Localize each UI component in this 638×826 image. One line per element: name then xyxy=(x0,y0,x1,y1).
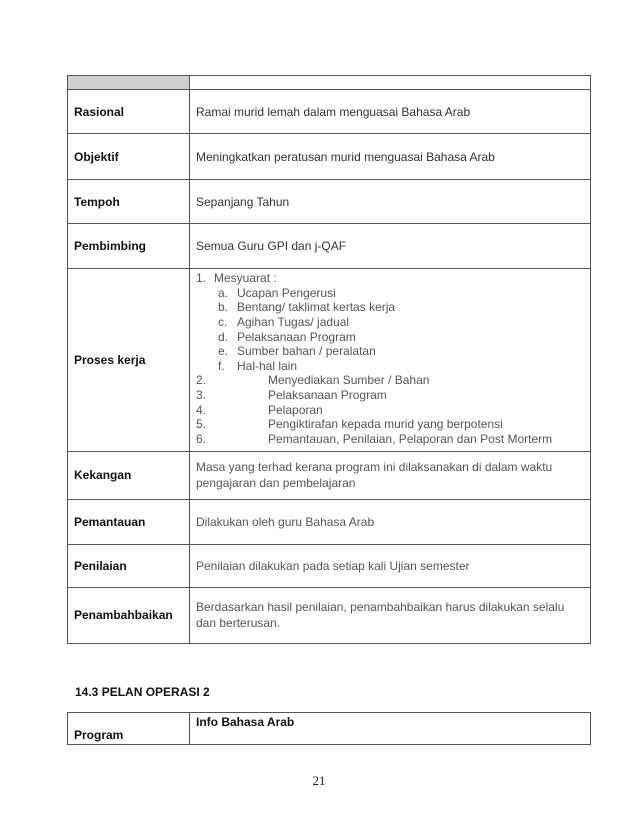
row-value-rasional: Ramai murid lemah dalam menguasai Bahasa Arab xyxy=(190,90,591,134)
row-label-proses-kerja: Proses kerja xyxy=(68,269,190,452)
step-list xyxy=(196,373,584,447)
page-number: 21 xyxy=(312,773,326,788)
row-label-penambahbaikan: Penambahbaikan xyxy=(68,587,190,643)
substep-item: d. Pelaksanaan Program xyxy=(218,329,356,344)
row-value-pembimbing: Semua Guru GPI dan j-QAF xyxy=(190,224,591,269)
row-label-program: Program xyxy=(68,713,190,745)
row-label-pemantauan: Pemantauan xyxy=(68,499,190,544)
header-cell-left xyxy=(68,76,190,90)
step-item: 4. Pelaporan xyxy=(196,402,323,417)
row-label-objektif: Objektif xyxy=(68,134,190,180)
step-1 xyxy=(196,271,584,286)
row-value-proses-kerja xyxy=(190,269,591,452)
row-label-pembimbing: Pembimbing xyxy=(68,224,190,269)
step-text: Mesyuarat : xyxy=(214,271,277,285)
row-value-program: Info Bahasa Arab xyxy=(190,713,591,745)
row-value-objektif: Meningkatkan peratusan murid menguasai Bahasa Arab xyxy=(190,134,591,180)
plan-table-2 xyxy=(67,712,591,745)
header-cell-right xyxy=(190,76,591,90)
row-label-tempoh: Tempoh xyxy=(68,180,190,224)
substep-item: c. Agihan Tugas/ jadual xyxy=(218,314,350,329)
plan-table-1 xyxy=(67,75,591,644)
row-label-penilaian: Penilaian xyxy=(68,544,190,587)
step-item: 2. Menyediakan Sumber / Bahan xyxy=(196,373,430,388)
substep-item: f. Hal-hal lain xyxy=(218,358,298,373)
section-title: 14.3 PELAN OPERASI 2 xyxy=(75,685,210,699)
row-label-kekangan: Kekangan xyxy=(68,451,190,499)
row-value-kekangan: Masa yang terhad kerana program ini dilaksanakan di dalam waktu pengajaran dan pembelajaran xyxy=(190,451,591,499)
step-item: 6. Pemantauan, Penilaian, Pelaporan dan Post Morterm xyxy=(196,432,553,447)
row-value-penambahbaikan: Berdasarkan hasil penilaian, penambahbaikan harus dilakukan selalu dan berterusan. xyxy=(190,587,591,643)
step-number: 1. xyxy=(196,271,207,285)
substep-item: b. Bentang/ taklimat kertas kerja xyxy=(218,300,396,315)
row-value-pemantauan: Dilakukan oleh guru Bahasa Arab xyxy=(190,499,591,544)
substep-item: a. Ucapan Pengerusi xyxy=(218,285,336,300)
row-value-penilaian: Penilaian dilakukan pada setiap kali Ujian semester xyxy=(190,544,591,587)
row-label-rasional: Rasional xyxy=(68,90,190,134)
substep-list xyxy=(196,286,584,374)
substep-item: e. Sumber bahan / peralatan xyxy=(218,344,376,359)
step-item: 5. Pengiktirafan kepada murid yang berpotensi xyxy=(196,417,503,432)
row-value-tempoh: Sepanjang Tahun xyxy=(190,180,591,224)
step-item: 3. Pelaksanaan Program xyxy=(196,388,387,403)
